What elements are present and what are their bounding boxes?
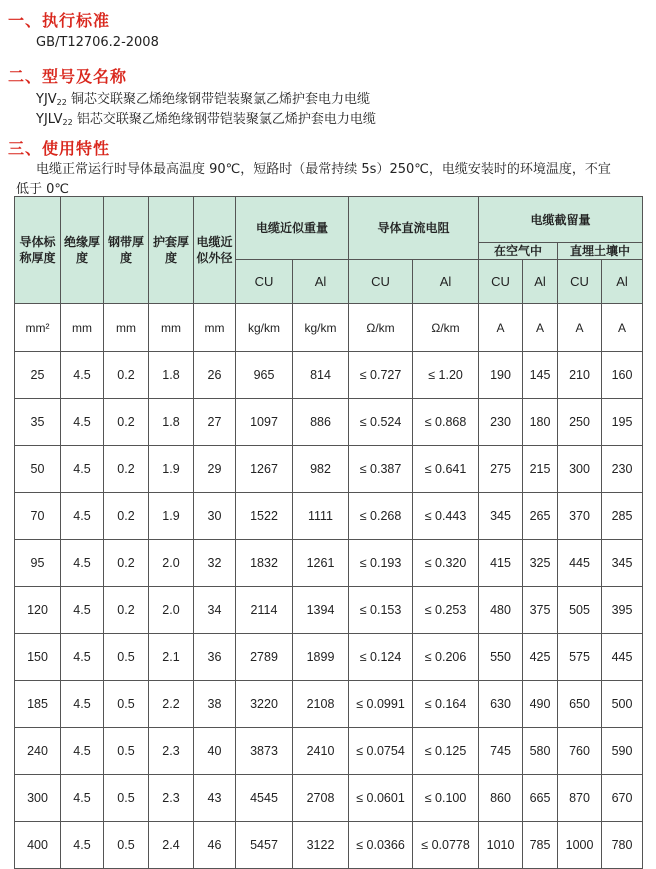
section-heading-standard: 一、执行标准 (8, 11, 111, 30)
header-weight: 电缆近似重量 (236, 197, 349, 260)
table-row (15, 587, 643, 634)
header-air-cu: CU (479, 260, 523, 304)
model-line-yjv22 (36, 88, 370, 107)
table-cell: 490 (523, 681, 558, 728)
table-cell: 265 (523, 493, 558, 540)
table-row (15, 446, 643, 493)
unit-cell: A (523, 304, 558, 352)
table-cell: 120 (15, 587, 61, 634)
table-cell: 2.3 (149, 728, 194, 775)
table-cell: 814 (293, 352, 349, 399)
section-heading-model: 二、型号及名称 (8, 67, 128, 86)
table-cell: 250 (558, 399, 602, 446)
table-cell: 415 (479, 540, 523, 587)
table-cell: 345 (479, 493, 523, 540)
table-cell: 2410 (293, 728, 349, 775)
table-cell: 1.8 (149, 352, 194, 399)
table-cell: ≤ 0.387 (349, 446, 413, 493)
table-cell: 2114 (236, 587, 293, 634)
table-cell: 2.0 (149, 587, 194, 634)
unit-cell: kg/km (236, 304, 293, 352)
table-cell: 575 (558, 634, 602, 681)
table-cell: 425 (523, 634, 558, 681)
table-cell: 670 (602, 775, 643, 822)
unit-cell: A (558, 304, 602, 352)
header-resistance-cu: CU (349, 260, 413, 304)
table-row (15, 681, 643, 728)
table-row (15, 540, 643, 587)
table-cell: 400 (15, 822, 61, 869)
table-cell: 1010 (479, 822, 523, 869)
table-cell: 195 (602, 399, 643, 446)
table-cell: 0.2 (104, 540, 149, 587)
table-cell: 4.5 (61, 540, 104, 587)
table-cell: 965 (236, 352, 293, 399)
table-cell: 190 (479, 352, 523, 399)
table-cell: 780 (602, 822, 643, 869)
header-steel-tape: 钢带厚度 (104, 197, 149, 304)
table-cell: 4.5 (61, 493, 104, 540)
table-cell: 760 (558, 728, 602, 775)
table-cell: ≤ 0.641 (413, 446, 479, 493)
table-cell: 150 (15, 634, 61, 681)
table-cell: 345 (602, 540, 643, 587)
table-cell: 180 (523, 399, 558, 446)
table-cell: 0.2 (104, 446, 149, 493)
characteristics-text-line2: 低于 0℃ (16, 182, 70, 197)
table-cell: 1.9 (149, 493, 194, 540)
table-cell: 1522 (236, 493, 293, 540)
table-cell: 1832 (236, 540, 293, 587)
header-diameter: 电缆近似外径 (194, 197, 236, 304)
table-cell: ≤ 0.443 (413, 493, 479, 540)
table-cell: ≤ 0.320 (413, 540, 479, 587)
table-cell: ≤ 0.868 (413, 399, 479, 446)
table-cell: ≤ 0.206 (413, 634, 479, 681)
table-row (15, 352, 643, 399)
table-cell: 325 (523, 540, 558, 587)
table-cell: 230 (602, 446, 643, 493)
table-cell: 4.5 (61, 352, 104, 399)
table-cell: 1.8 (149, 399, 194, 446)
table-cell: 650 (558, 681, 602, 728)
table-cell: 3122 (293, 822, 349, 869)
header-weight-al: Al (293, 260, 349, 304)
table-cell: 2.0 (149, 540, 194, 587)
table-cell: ≤ 0.100 (413, 775, 479, 822)
table-cell: 1394 (293, 587, 349, 634)
model-name: 铜芯交联聚乙烯绝缘钢带铠装聚氯乙烯护套电力电缆 (71, 92, 371, 107)
standard-code: GB/T12706.2-2008 (36, 35, 159, 50)
table-cell: 70 (15, 493, 61, 540)
table-cell: 38 (194, 681, 236, 728)
table-cell: 300 (558, 446, 602, 493)
table-cell: 32 (194, 540, 236, 587)
table-cell: ≤ 0.0991 (349, 681, 413, 728)
unit-cell: mm² (15, 304, 61, 352)
table-cell: 630 (479, 681, 523, 728)
table-cell: 0.5 (104, 728, 149, 775)
table-cell: 230 (479, 399, 523, 446)
model-name: 铝芯交联聚乙烯绝缘钢带铠装聚氯乙烯护套电力电缆 (76, 112, 376, 127)
table-cell: 25 (15, 352, 61, 399)
table-cell: 1097 (236, 399, 293, 446)
cable-spec-table-main (14, 196, 643, 869)
table-cell: 870 (558, 775, 602, 822)
table-cell: 0.5 (104, 681, 149, 728)
table-cell: ≤ 0.0754 (349, 728, 413, 775)
table-cell: ≤ 0.153 (349, 587, 413, 634)
model-line-yjlv22 (36, 108, 376, 127)
table-cell: ≤ 0.193 (349, 540, 413, 587)
table-cell: 185 (15, 681, 61, 728)
table-cell: ≤ 0.0366 (349, 822, 413, 869)
table-cell: 4.5 (61, 728, 104, 775)
table-cell: 40 (194, 728, 236, 775)
table-cell: 4545 (236, 775, 293, 822)
table-cell: 29 (194, 446, 236, 493)
table-cell: 445 (558, 540, 602, 587)
table-cell: ≤ 0.727 (349, 352, 413, 399)
unit-cell: mm (194, 304, 236, 352)
unit-cell: mm (61, 304, 104, 352)
table-row (15, 822, 643, 869)
header-in-soil: 直埋土壤中 (558, 243, 643, 260)
table-cell: 580 (523, 728, 558, 775)
table-cell: 505 (558, 587, 602, 634)
table-cell: 1899 (293, 634, 349, 681)
table-cell: 240 (15, 728, 61, 775)
table-cell: 0.2 (104, 399, 149, 446)
table-cell: 5457 (236, 822, 293, 869)
table-cell: ≤ 0.124 (349, 634, 413, 681)
section-heading-characteristics: 三、使用特性 (8, 139, 111, 158)
unit-cell: mm (104, 304, 149, 352)
header-capacity: 电缆截留量 (479, 197, 643, 243)
table-cell: 0.2 (104, 493, 149, 540)
table-cell: 1111 (293, 493, 349, 540)
table-cell: 550 (479, 634, 523, 681)
table-cell: 982 (293, 446, 349, 493)
table-cell: 1.9 (149, 446, 194, 493)
header-insulation: 绝缘厚度 (61, 197, 104, 304)
table-cell: 2789 (236, 634, 293, 681)
table-cell: 375 (523, 587, 558, 634)
table-cell: 480 (479, 587, 523, 634)
table-cell: ≤ 0.164 (413, 681, 479, 728)
table-cell: 665 (523, 775, 558, 822)
table-cell: 500 (602, 681, 643, 728)
table-cell: 3220 (236, 681, 293, 728)
table-cell: 2108 (293, 681, 349, 728)
table-cell: 27 (194, 399, 236, 446)
unit-cell: A (479, 304, 523, 352)
unit-cell: kg/km (293, 304, 349, 352)
table-cell: ≤ 0.253 (413, 587, 479, 634)
table-row (15, 399, 643, 446)
table-cell: 285 (602, 493, 643, 540)
table-cell: 860 (479, 775, 523, 822)
table-cell: 4.5 (61, 822, 104, 869)
table-cell: 2.4 (149, 822, 194, 869)
unit-cell: A (602, 304, 643, 352)
table-row (15, 634, 643, 681)
table-cell: 1267 (236, 446, 293, 493)
table-cell: ≤ 0.524 (349, 399, 413, 446)
table-cell: 34 (194, 587, 236, 634)
table-cell: 35 (15, 399, 61, 446)
table-cell: 4.5 (61, 775, 104, 822)
header-air-al: Al (523, 260, 558, 304)
table-cell: 160 (602, 352, 643, 399)
model-code: YJLV (36, 112, 63, 127)
table-cell: 3873 (236, 728, 293, 775)
table-cell: 215 (523, 446, 558, 493)
header-resistance-al: Al (413, 260, 479, 304)
table-cell: 445 (602, 634, 643, 681)
table-cell: 26 (194, 352, 236, 399)
table-cell: 785 (523, 822, 558, 869)
table-row (15, 493, 643, 540)
unit-cell: mm (149, 304, 194, 352)
table-cell: 2.1 (149, 634, 194, 681)
table-cell: 43 (194, 775, 236, 822)
table-cell: 46 (194, 822, 236, 869)
table-cell: ≤ 1.20 (413, 352, 479, 399)
unit-cell: Ω/km (413, 304, 479, 352)
table-cell: 210 (558, 352, 602, 399)
table-cell: 275 (479, 446, 523, 493)
model-code: YJV (36, 92, 57, 107)
model-code-subscript: 22 (56, 98, 67, 107)
table-cell: 4.5 (61, 587, 104, 634)
table-cell: 30 (194, 493, 236, 540)
table-cell: 0.2 (104, 587, 149, 634)
model-code-subscript: 22 (62, 118, 73, 127)
table-cell: ≤ 0.0601 (349, 775, 413, 822)
table-cell: 95 (15, 540, 61, 587)
table-cell: 590 (602, 728, 643, 775)
table-cell: 0.5 (104, 775, 149, 822)
table-cell: 395 (602, 587, 643, 634)
header-section: 导体标称厚度 (15, 197, 61, 304)
table-cell: 1000 (558, 822, 602, 869)
table-cell: 50 (15, 446, 61, 493)
header-resistance: 导体直流电阻 (349, 197, 479, 260)
characteristics-text-line1: 电缆正常运行时导体最高温度 90℃，短路时（最常持续 5s）250℃，电缆安装时的环境温度，不宜 (36, 162, 611, 177)
table-cell: 36 (194, 634, 236, 681)
table-cell: 745 (479, 728, 523, 775)
table-cell: 2708 (293, 775, 349, 822)
table-cell: 0.5 (104, 822, 149, 869)
table-row (15, 775, 643, 822)
header-soil-cu: CU (558, 260, 602, 304)
table-cell: 300 (15, 775, 61, 822)
table-cell: 2.2 (149, 681, 194, 728)
header-in-air: 在空气中 (479, 243, 558, 260)
table-cell: 4.5 (61, 446, 104, 493)
table-cell: ≤ 0.268 (349, 493, 413, 540)
table-cell: 0.5 (104, 634, 149, 681)
units-row (15, 304, 643, 352)
table-cell: 1261 (293, 540, 349, 587)
table-row (15, 728, 643, 775)
table-cell: 4.5 (61, 399, 104, 446)
header-soil-al: Al (602, 260, 643, 304)
table-cell: 2.3 (149, 775, 194, 822)
header-weight-cu: CU (236, 260, 293, 304)
table-cell: 145 (523, 352, 558, 399)
table-cell: 370 (558, 493, 602, 540)
table-cell: 886 (293, 399, 349, 446)
unit-cell: Ω/km (349, 304, 413, 352)
header-sheath: 护套厚度 (149, 197, 194, 304)
table-cell: 0.2 (104, 352, 149, 399)
table-cell: ≤ 0.0778 (413, 822, 479, 869)
table-cell: 4.5 (61, 681, 104, 728)
table-cell: ≤ 0.125 (413, 728, 479, 775)
table-cell: 4.5 (61, 634, 104, 681)
